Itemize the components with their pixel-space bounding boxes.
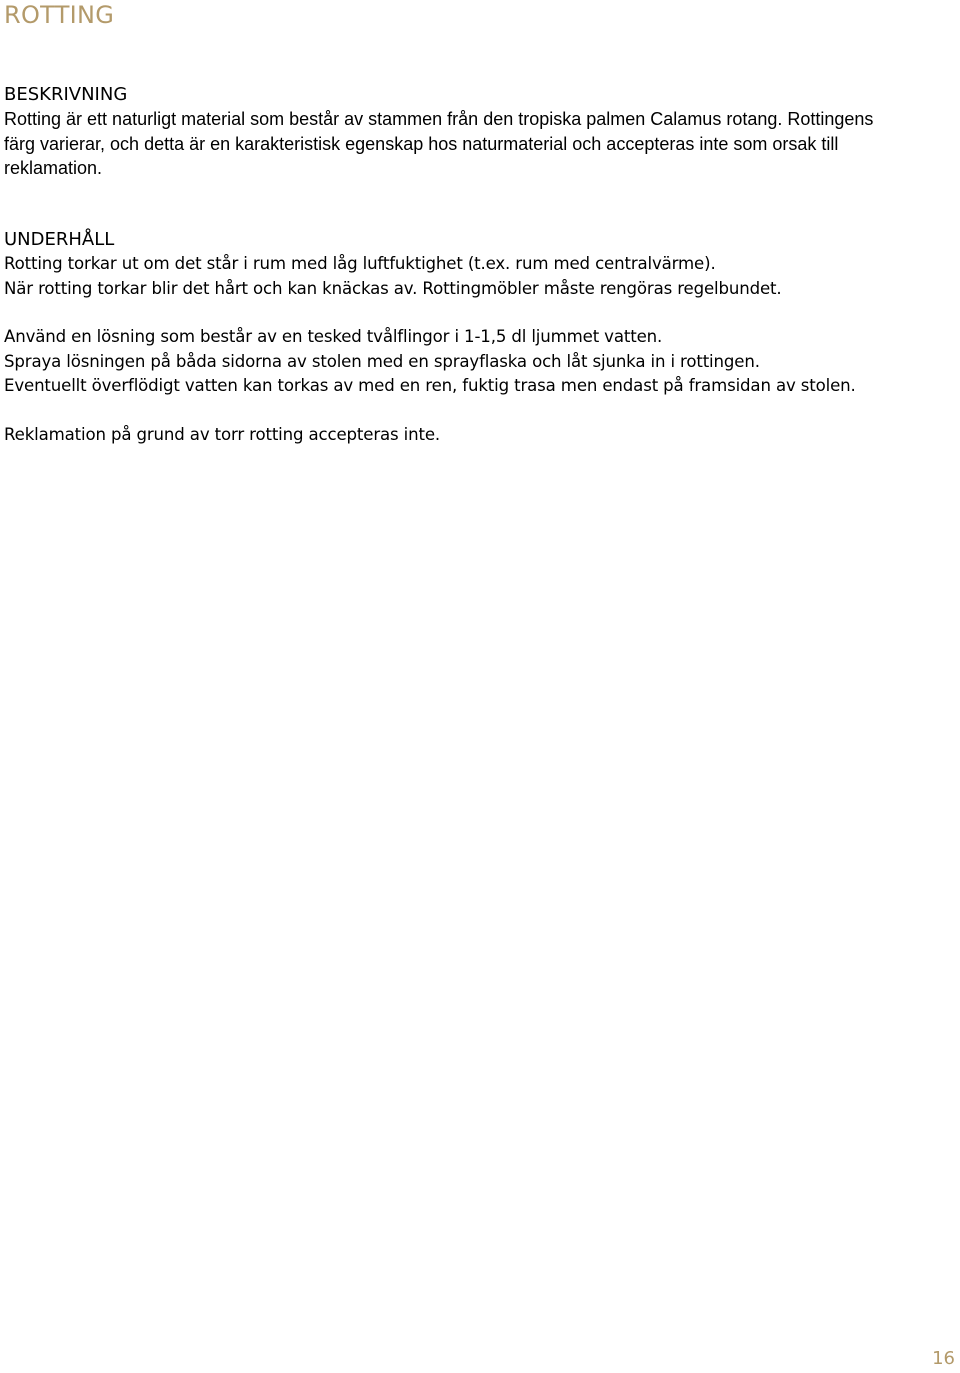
section-beskrivning	[4, 82, 954, 181]
section-heading-beskrivning: BESKRIVNING	[4, 84, 128, 105]
paragraph-line: När rotting torkar blir det hårt och kan knäckas av. Rottingmöbler måste rengöras regelbundet.	[4, 278, 782, 298]
paragraph-line: Rotting torkar ut om det står i rum med låg luftfuktighet (t.ex. rum med centralvärme).	[4, 254, 716, 273]
section-heading-underhall: UNDERHÅLL	[4, 229, 115, 250]
paragraph-gap	[4, 399, 954, 423]
paragraph-line: Spraya lösningen på båda sidorna av stolen med en sprayflaska och låt sjunka in i rottingen.	[4, 351, 760, 371]
paragraph-line: färg varierar, och detta är en karakteristisk egenskap hos naturmaterial och accepteras inte som orsak till	[4, 133, 839, 154]
paragraph-gap	[4, 301, 954, 325]
paragraph-line: Rotting är ett naturligt material som består av stammen från den tropiska palmen Calamus rotang. Rottingens	[4, 109, 874, 129]
paragraph-line: Använd en lösning som består av en tesked tvålflingor i 1-1,5 dl ljummet vatten.	[4, 327, 663, 346]
page-number: 16	[932, 1348, 955, 1369]
paragraph-line: reklamation.	[4, 158, 103, 178]
page-title: ROTTING	[4, 1, 115, 29]
paragraph-line: Eventuellt överflödigt vatten kan torkas av med en ren, fuktig trasa men endast på framsidan av stolen.	[4, 376, 856, 395]
section-underhall	[4, 227, 954, 447]
paragraph-line: Reklamation på grund av torr rotting accepteras inte.	[4, 424, 441, 444]
